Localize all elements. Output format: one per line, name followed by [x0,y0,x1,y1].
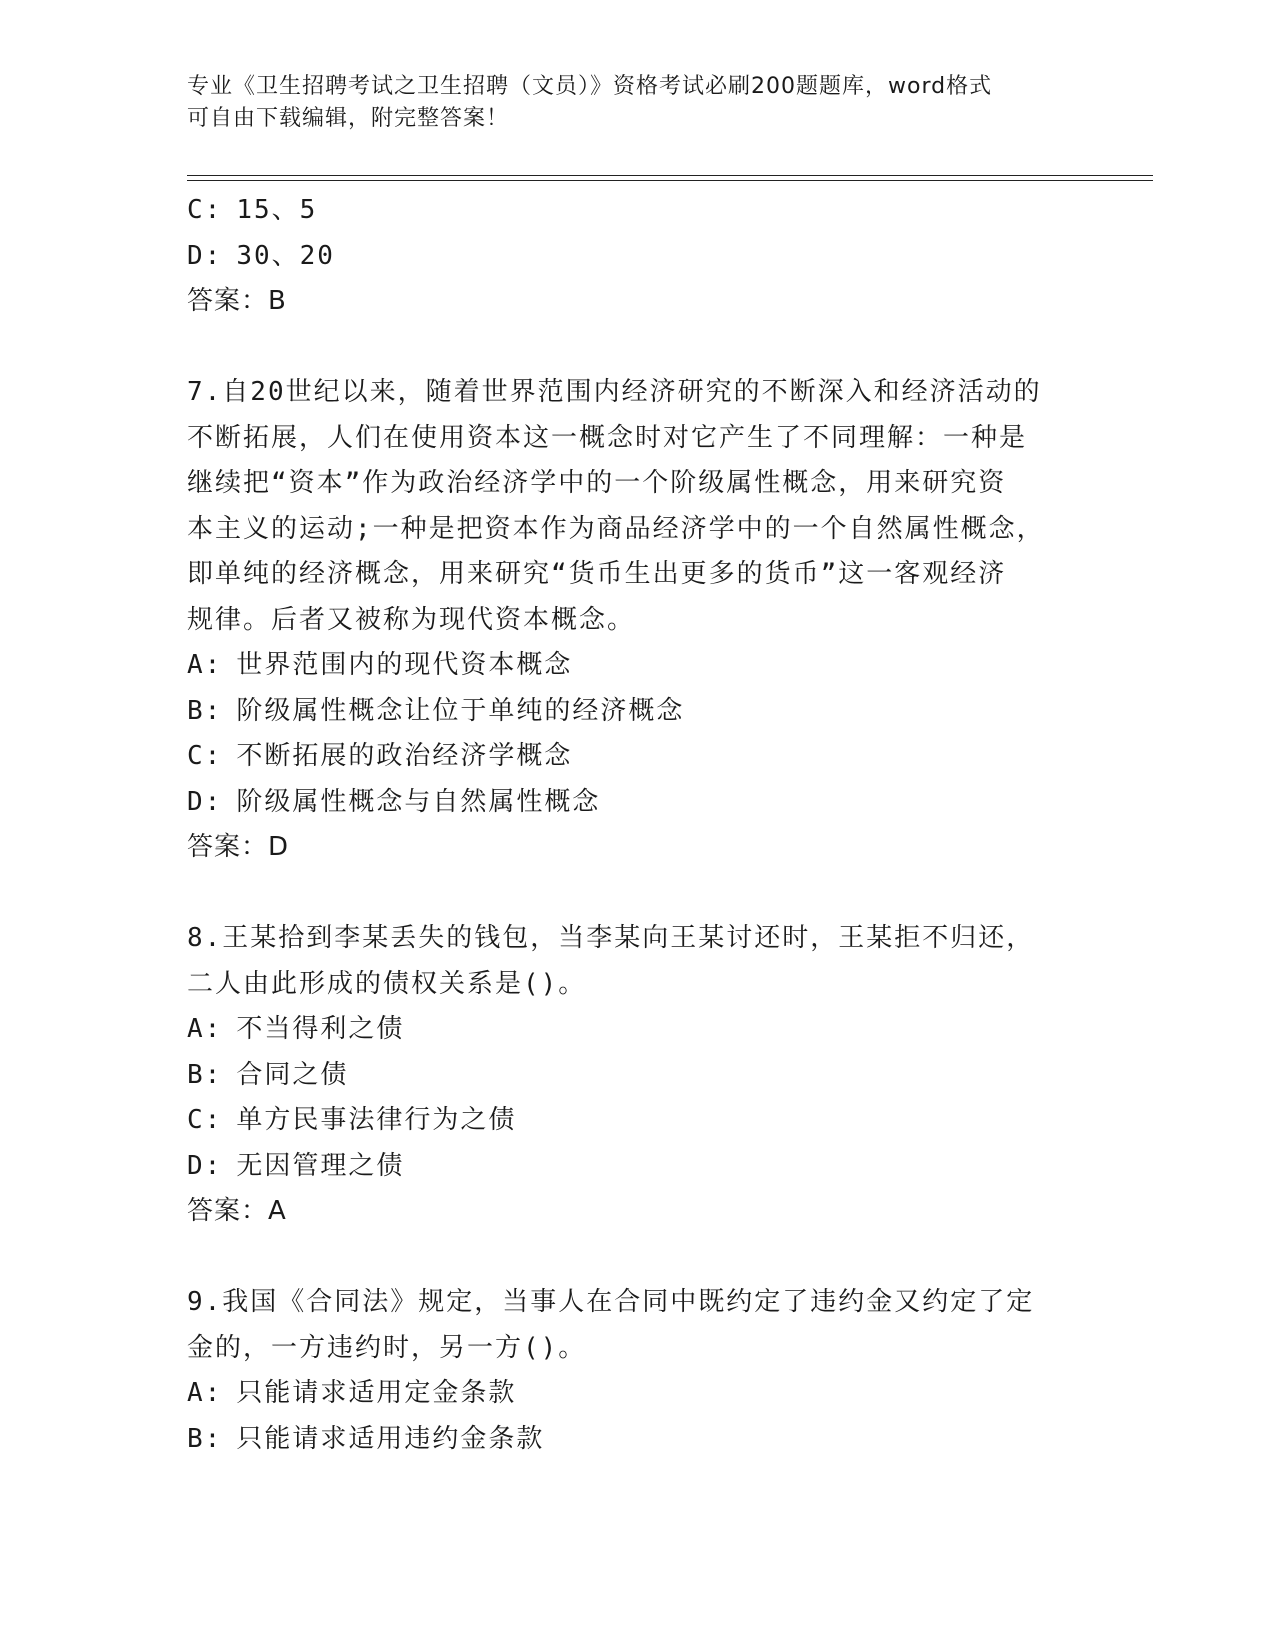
document-body [187,188,1087,1462]
option-letter: A: [187,1378,223,1408]
option-letter: B: [187,1059,223,1090]
option-letter: B: [187,1423,223,1454]
question-text-line: 继续把“资本”作为政治经济学中的一个阶级属性概念，用来研究资 [187,468,1007,498]
option-b [187,1417,1087,1463]
option-a [187,643,1087,689]
option-a [187,1007,1087,1053]
header-divider [187,175,1153,176]
option-text: 只能请求适用定金条款 [236,1378,517,1408]
option-letter: C: [187,741,223,771]
option-text: 世界范围内的现代资本概念 [236,650,573,680]
option-text: 只能请求适用违约金条款 [236,1423,545,1454]
answer-line: 答案：A [187,1196,287,1226]
answer-line: 答案：B [187,286,287,316]
option-c [187,1098,1087,1144]
option-a [187,1371,1087,1417]
option-letter: D: [187,240,223,271]
option-d [187,1144,1087,1190]
header-divider [187,180,1153,181]
option-text: 单方民事法律行为之债 [236,1105,517,1135]
prev-question [187,188,1087,325]
option-text: 合同之债 [236,1059,349,1090]
header-line-1: 专业《卫生招聘考试之卫生招聘（文员）》资格考试必刷200题题库，word格式 [187,74,993,99]
question-text-line: 8.王某拾到李某丢失的钱包，当李某向王某讨还时，王某拒不归还， [187,923,1035,953]
option-text: 不当得利之债 [236,1014,405,1044]
question-9 [187,1280,1087,1462]
option-b [187,1053,1087,1099]
document-header [187,71,1087,135]
option-text: 不断拓展的政治经济学概念 [236,741,573,771]
option-letter: C: [187,1105,223,1135]
question-text-line: 9.我国《合同法》规定，当事人在合同中既约定了违约金又约定了定 [187,1287,1035,1317]
question-7 [187,370,1087,871]
option-text: 阶级属性概念让位于单纯的经济概念 [236,695,685,726]
option-c [187,734,1087,780]
option-d [187,234,1087,280]
question-text-line: 规律。后者又被称为现代资本概念。 [187,604,636,635]
option-d [187,780,1087,826]
question-text-line: 本主义的运动;一种是把资本作为商品经济学中的一个自然属性概念， [187,513,1045,544]
option-b [187,689,1087,735]
option-letter: A: [187,1014,223,1044]
question-text-line: 7.自20世纪以来，随着世界范围内经济研究的不断深入和经济活动的 [187,377,1042,407]
question-text-line: 不断拓展，人们在使用资本这一概念时对它产生了不同理解：一种是 [187,422,1028,453]
question-text-line: 二人由此形成的债权关系是()。 [187,968,587,999]
option-text: 阶级属性概念与自然属性概念 [236,786,601,817]
option-letter: D: [187,1150,223,1181]
question-text-line: 金的，一方违约时，另一方()。 [187,1332,587,1363]
option-text: 30、20 [236,240,335,271]
option-letter: C: [187,195,223,225]
option-letter: B: [187,695,223,726]
option-letter: D: [187,786,223,817]
header-line-2: 可自由下载编辑，附完整答案！ [187,106,510,131]
question-8 [187,916,1087,1235]
question-text-line: 即单纯的经济概念，用来研究“货币生出更多的货币”这一客观经济 [187,559,1007,589]
option-c [187,188,1087,234]
answer-line: 答案：D [187,832,290,862]
option-text: 15、5 [236,195,318,225]
option-letter: A: [187,650,223,680]
option-text: 无因管理之债 [236,1150,405,1181]
